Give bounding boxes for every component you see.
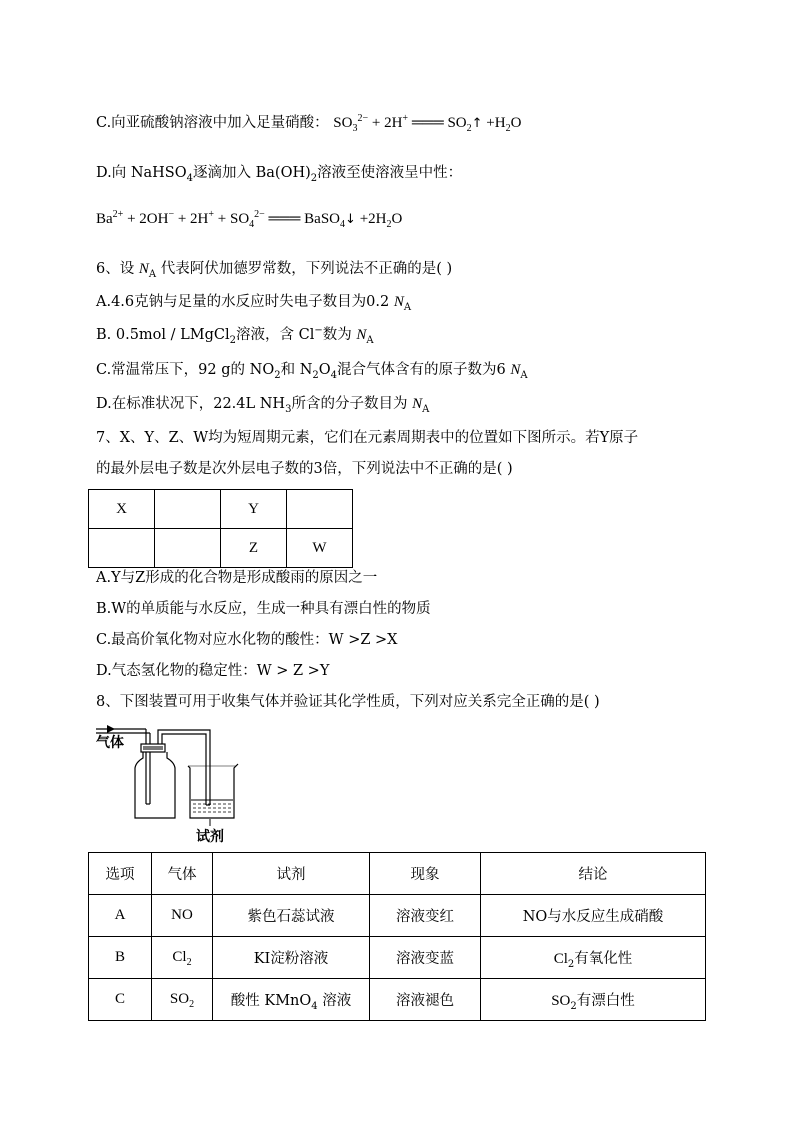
row-reagent: KI淀粉溶液	[213, 937, 370, 979]
row-conclusion: $SO_2$有漂白性	[481, 979, 706, 1021]
q5-option-c-equation: $SO_3^{2-} + 2H^+$ ═══ $SO_2↑ +H_2O$	[333, 113, 522, 134]
row-option: B	[89, 937, 152, 979]
q6-option-c: C.常温常压下，92 g的 $NO_2$和 $N_2O_4$混合气体含有的原子数为6 $N_A$	[96, 362, 528, 381]
header-phenomenon: 现象	[370, 853, 481, 895]
q7-stem-line2: 的最外层电子数是次外层电子数的3倍，下列说法中不正确的是( )	[96, 461, 513, 477]
row-phenomenon: 溶液褪色	[370, 979, 481, 1021]
table-row	[89, 490, 353, 529]
row-phenomenon: 溶液变蓝	[370, 937, 481, 979]
row-conclusion: NO与水反应生成硝酸	[481, 895, 706, 937]
row-reagent: 酸性 KMnO$_4$ 溶液	[213, 979, 370, 1021]
cell-empty	[155, 529, 221, 568]
q5-option-c-text: C.向亚硫酸钠溶液中加入足量硝酸：	[96, 115, 329, 131]
header-reagent: 试剂	[213, 853, 370, 895]
cell-y: Y	[221, 490, 287, 529]
q6-option-b: B. 0.5mol / LMgCl$_2$溶液，含 Cl−数为 $N_A$	[96, 325, 374, 346]
row-option: C	[89, 979, 152, 1021]
gas-label: 气体	[96, 735, 124, 751]
header-gas: 气体	[152, 853, 213, 895]
header-option: 选项	[89, 853, 152, 895]
table-header-row	[89, 853, 706, 895]
q6-option-d: D.在标准状况下，22.4L $NH_3$所含的分子数目为 $N_A$	[96, 396, 430, 415]
row-reagent: 紫色石蕊试液	[213, 895, 370, 937]
q5-option-d-text: D.向 NaHSO	[96, 165, 187, 181]
q6-stem: 6、设 $N_A$ 代表阿伏加德罗常数，下列说法不正确的是( )	[96, 261, 453, 280]
q7-option-b: B.W的单质能与水反应，生成一种具有漂白性的物质	[96, 601, 431, 617]
header-conclusion: 结论	[481, 853, 706, 895]
cell-empty	[287, 490, 353, 529]
q5-option-d: D.向 NaHSO$_4$逐滴加入 $Ba(OH)_2$溶液至使溶液呈中性：	[96, 165, 463, 184]
cell-x: X	[89, 490, 155, 529]
periodic-table-fragment	[88, 489, 353, 568]
cell-w: W	[287, 529, 353, 568]
q8-stem: 8、下图装置可用于收集气体并验证其化学性质，下列对应关系完全正确的是( )	[96, 694, 600, 710]
table-row	[89, 937, 706, 979]
q7-stem-line1: 7、X、Y、Z、W均为短周期元素，它们在元素周期表中的位置如下图所示。若Y原子	[96, 430, 639, 446]
row-gas: $SO_2$	[152, 979, 213, 1021]
gas-collection-apparatus	[92, 720, 262, 852]
q7-option-c: C.最高价氧化物对应水化物的酸性：W >Z >X	[96, 632, 398, 648]
row-gas: NO	[152, 895, 213, 937]
q5-option-d-equation: $Ba^{2+} + 2OH^- + 2H^+ + SO_4^{2-}$ ═══ BaSO$_4$↓ $+2H_2O$	[96, 209, 403, 230]
table-row	[89, 895, 706, 937]
row-option: A	[89, 895, 152, 937]
table-row	[89, 529, 353, 568]
row-conclusion: $Cl_2$有氧化性	[481, 937, 706, 979]
q7-option-d: D.气态氢化物的稳定性：W > Z >Y	[96, 663, 330, 679]
q7-option-a: A.Y与Z形成的化合物是形成酸雨的原因之一	[96, 570, 378, 586]
cell-z: Z	[221, 529, 287, 568]
q6-option-a: A.4.6克钠与足量的水反应时失电子数目为0.2 $N_A$	[96, 294, 412, 313]
cell-empty	[89, 529, 155, 568]
table-row	[89, 979, 706, 1021]
q5-option-c	[96, 113, 521, 134]
row-phenomenon: 溶液变红	[370, 895, 481, 937]
cell-empty	[155, 490, 221, 529]
reagent-label: 试剂	[196, 829, 224, 845]
row-gas: $Cl_2$	[152, 937, 213, 979]
experiment-table	[88, 852, 706, 1021]
